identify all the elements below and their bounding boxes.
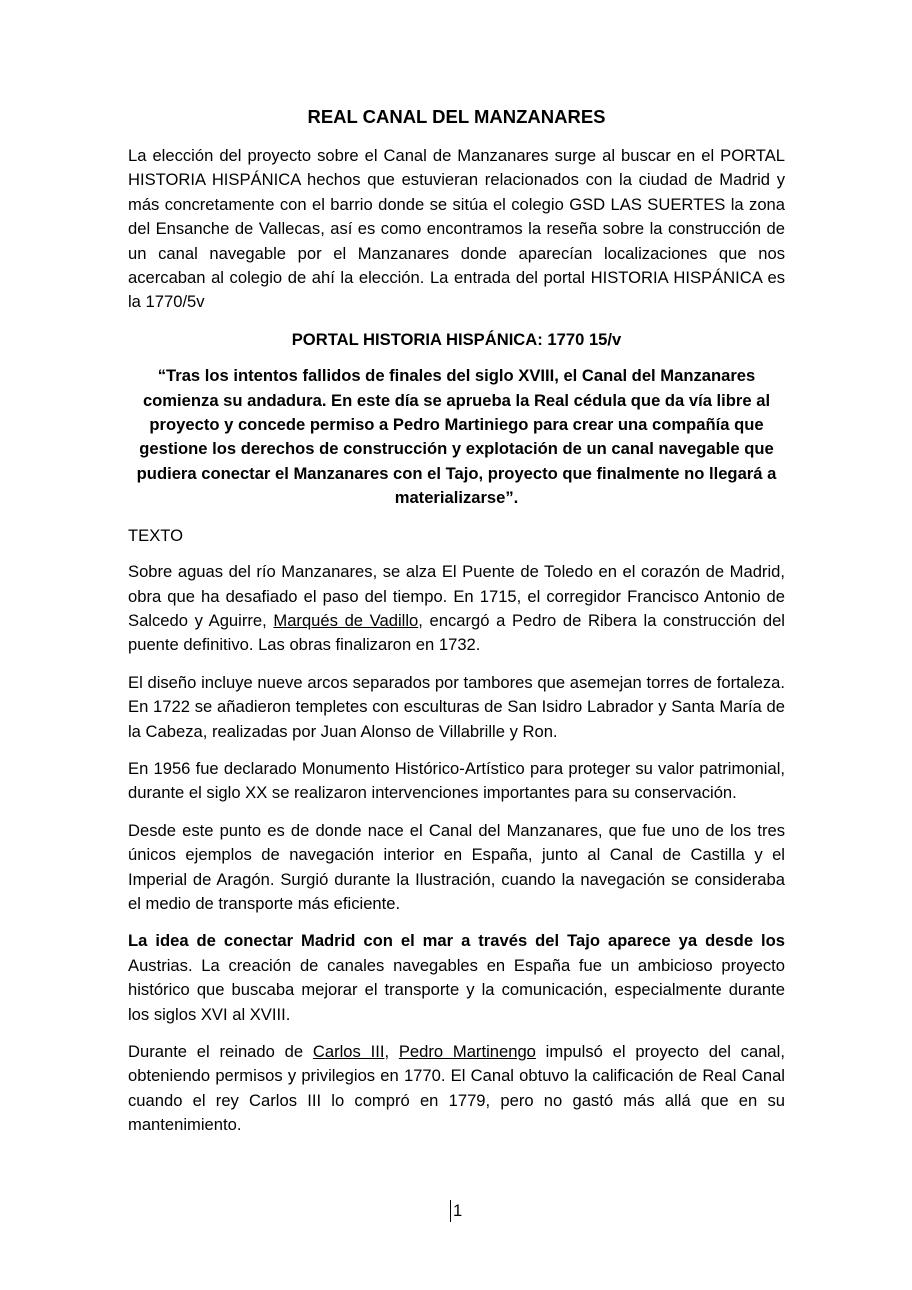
link-marques-de-vadillo[interactable]: Marqués de Vadillo bbox=[273, 610, 419, 630]
bold-phrase: La idea de conectar Madrid con el mar a través del Tajo aparece ya desde los bbox=[128, 931, 785, 951]
text-label: TEXTO bbox=[128, 525, 184, 545]
paragraph-text: , encargó a Pedro de Ribera la construcción del puente definitivo. Las obras finalizaron en 1732. bbox=[128, 610, 785, 655]
paragraph-puente-toledo bbox=[128, 560, 785, 658]
portal-subheading: PORTAL HISTORIA HISPÁNICA: 1770 15/v bbox=[291, 329, 622, 349]
paragraph-diseno: El diseño incluye nueve arcos separados por tambores que asemejan torres de fortaleza. En 1722 se añadieron templetes con esculturas de San Isidro Labrador y Santa María de la Cabeza, realizadas por Juan Alonso de Villabrille y Ron. bbox=[128, 672, 785, 741]
link-carlos-iii[interactable]: Carlos III bbox=[312, 1042, 385, 1061]
page-number: 1 bbox=[450, 1200, 462, 1222]
paragraph-text: Sobre aguas del río Manzanares, se alza El Puente de Toledo en el corazón de Madrid, obra que ha desafiado el paso del tiempo. En 1715, el corregidor Francisco Antonio de Salcedo y Aguirre, bbox=[128, 562, 785, 630]
paragraph-text: Durante el reinado de bbox=[128, 1042, 313, 1061]
paragraph-text: , bbox=[384, 1042, 399, 1061]
paragraph-idea-conectar bbox=[128, 929, 785, 1027]
paragraph-monumento: En 1956 fue declarado Monumento Histórico-Artístico para proteger su valor patrimonial, durante el siglo XX se realizaron intervenciones importantes para su conservación. bbox=[128, 758, 785, 803]
paragraph-carlos-iii bbox=[128, 1040, 785, 1138]
intro-paragraph: La elección del proyecto sobre el Canal de Manzanares surge al buscar en el PORTAL HISTORIA HISPÁNICA hechos que estuvieran relacionados con la ciudad de Madrid y más concretamente con el barrio donde se sitúa el colegio GSD LAS SUERTES la zona del Ensanche de Vallecas, así es como encontramos la reseña sobre la construcción de un canal navegable por el Manzanares donde aparecían localizaciones que nos acercaban al colegio de ahí la elección. La entrada del portal HISTORIA HISPÁNICA es la 1770/5v bbox=[128, 146, 785, 312]
link-pedro-martinengo[interactable]: Pedro Martinengo bbox=[398, 1042, 536, 1061]
paragraph-text: Austrias. La creación de canales navegables en España fue un ambicioso proyecto histórico que buscaba mejorar el transporte y la comunicación, especialmente durante los siglos XVI al XVIII. bbox=[128, 955, 785, 1024]
paragraph-text: impulsó el proyecto del canal, obteniendo permisos y privilegios en 1770. El Canal obtuvo la calificación de Real Canal cuando el rey Carlos III lo compró en 1779, pero no gastó más allá que en su mantenimiento. bbox=[128, 1042, 785, 1135]
paragraph-canal-origen: Desde este punto es de donde nace el Canal del Manzanares, que fue uno de los tres únicos ejemplos de navegación interior en España, junto al Canal de Castilla y el Imperial de Aragón. Surgió durante la Ilustración, cuando la navegación se consideraba el medio de transporte más eficiente. bbox=[128, 820, 785, 913]
quote-paragraph: “Tras los intentos fallidos de finales del siglo XVIII, el Canal del Manzanares comienza su andadura. En este día se aprueba la Real cédula que da vía libre al proyecto y concede permiso a Pedro Martiniego para crear una compañía que gestione los derechos de construcción y explotación de un canal navegable que pudiera conectar el Manzanares con el Tajo, proyecto que finalmente no llegará a materializarse”. bbox=[136, 366, 777, 508]
page-title: REAL CANAL DEL MANZANARES bbox=[307, 106, 606, 127]
document-body bbox=[128, 104, 785, 1151]
